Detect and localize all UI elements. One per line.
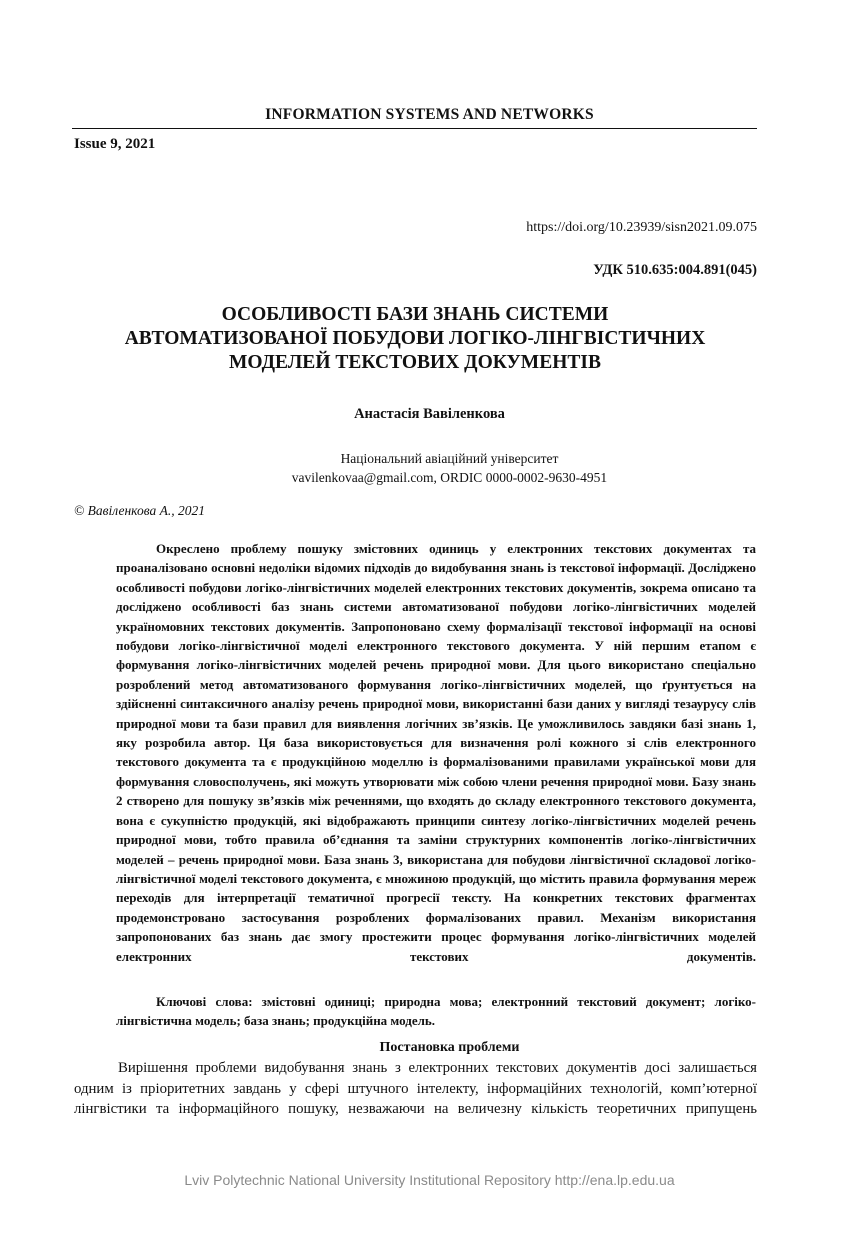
author-affiliation-block [40, 449, 859, 487]
repository-footer: Lviv Polytechnic National University Institutional Repository http://ena.lp.edu.ua [184, 1172, 675, 1188]
title-line: АВТОМАТИЗОВАНОЇ ПОБУДОВИ ЛОГІКО-ЛІНГВІСТИЧНИХ [124, 328, 706, 349]
keywords-block [116, 992, 756, 1031]
issue-label: Issue 9, 2021 [74, 136, 156, 152]
author-name: Анастасія Вавіленкова [354, 406, 505, 422]
title-line: ОСОБЛИВОСТІ БАЗИ ЗНАНЬ СИСТЕМИ [221, 304, 609, 325]
body-paragraph: Вирішення проблеми видобування знань з електронних текстових документів досі залишається одним із пріоритетних завдань у сфері штучного інтелекту, інформаційних технологій, комп’ютерної лінгвістики та інформаційного пошуку, незважаючи на величезну кількість теоретичних припущень [74, 1060, 757, 1117]
title-line: МОДЕЛЕЙ ТЕКСТОВИХ ДОКУМЕНТІВ [229, 352, 601, 373]
abstract [116, 539, 756, 966]
doi-link[interactable]: https://doi.org/10.23939/sisn2021.09.075 [526, 220, 757, 235]
author-contact[interactable]: vavilenkovaa@gmail.com, ORDIC 0000-0002-9630-4951 [291, 470, 608, 485]
copyright: © Вавіленкова А., 2021 [74, 503, 205, 518]
abstract-text: Окреслено проблему пошуку змістовних одиниць у електронних текстових документах та проаналізовано основні недоліки відомих підходів до видобування знань із текстової інформації. Досліджено особливості побудови логіко-лінгвістичних моделей електронних текстових документів, зокрема описано та досліджено особливості баз знань системи автоматизованої побудови логіко-лінгвістичних моделей україномовних текстових документів. Запропоновано схему формалізації текстової інформації на основі побудови логіко-лінгвістичної моделі електронного текстового документа. У ній першим етапом є формування логіко-лінгвістичних моделей речень природної мови. Для цього використано спеціально розроблений метод автоматизованого формування логіко-лінгвістичних моделей, що ґрунтується на здійсненні синтаксичного аналізу речень природної мови, використанні бази даних у вигляді тезаурусу слів природної мови та бази правил для виявлення логічних зв’язків. Це уможливилось завдяки базі знань 1, яку розробила автор. Ця база використовується для визначення ролі кожного зі слів електронного текстового документа та є продукційною моделлю із формалізованими правилами української мови для формування словосполучень, які можуть утворювати між собою члени речення природної мови. Базу знань 2 створено для пошуку зв’язків між реченнями, що входять до складу електронного текстового документа, вона є сукупністю продукцій, які відображають принципи синтезу логіко-лінгвістичних моделей речень природної мови, тобто правила об’єднання та заміни структурних компонентів логіко-лінгвістичних моделей – речень природної мови. База знань 3, використана для побудови лінгвістичної складової логіко-лінгвістичної моделі текстового документа, є множиною продукцій, що містить правила формування мереж переходів для інтерпретації тематичної прогресії тексту. На конкретних текстових фрагментах продемонстровано застосування розроблених формалізованих правил. Механізм використання запропонованих баз знань дає змогу простежити процес формування логіко-лінгвістичних моделей електронних текстових документів. [116, 541, 756, 964]
affiliation: Національний авіаційний університет [340, 451, 559, 466]
udk-code: УДК 510.635:004.891(045) [593, 262, 757, 278]
article-title [80, 303, 750, 375]
journal-title: INFORMATION SYSTEMS AND NETWORKS [265, 106, 594, 123]
header-rule [72, 128, 757, 129]
keywords-text: Ключові слова: змістовні одиниці; природна мова; електронний текстовий документ; логіко-лінгвістична модель; база знань; продукційна модель. [116, 994, 756, 1029]
body-text [74, 1058, 757, 1120]
section-heading: Постановка проблеми [379, 1040, 520, 1055]
